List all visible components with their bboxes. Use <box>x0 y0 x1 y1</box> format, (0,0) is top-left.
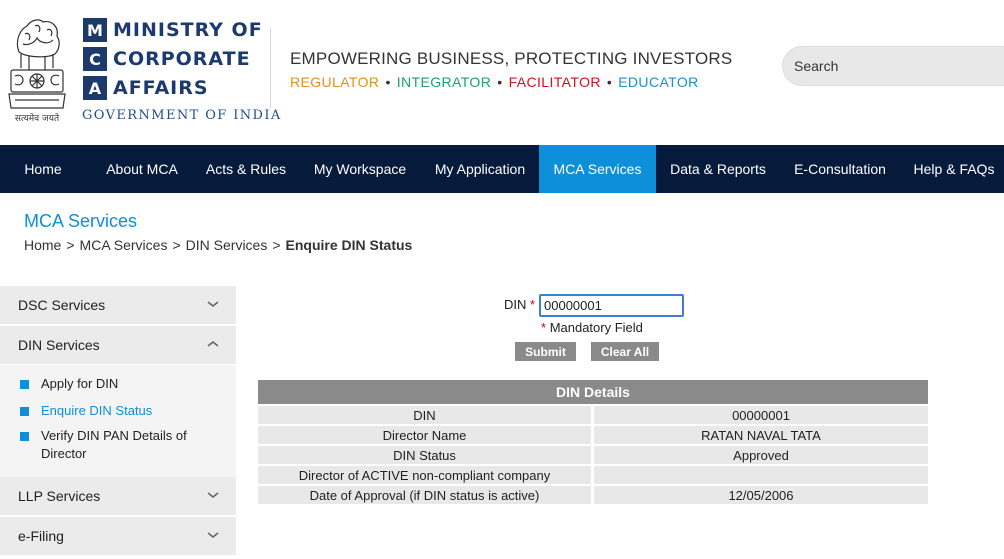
subitem-label: Verify DIN PAN Details of Director <box>41 428 187 461</box>
row-key: Director of ACTIVE non-compliant company <box>258 466 591 484</box>
din-input[interactable] <box>539 294 684 317</box>
nav-item-help-faqs[interactable]: Help & FAQs <box>913 161 995 177</box>
breadcrumb-separator: > <box>272 237 281 253</box>
logo-letter-m: M <box>83 18 107 42</box>
subitem-label: Apply for DIN <box>41 376 119 391</box>
chevron-down-icon <box>206 297 220 311</box>
din-details-heading: DIN Details <box>258 380 928 404</box>
role-educator: EDUCATOR <box>618 74 699 90</box>
sidebar-item-din-services[interactable] <box>0 326 236 364</box>
mca-logo[interactable] <box>83 18 263 105</box>
row-key: Director Name <box>258 426 591 444</box>
nav-item-e-consultation[interactable]: E-Consultation <box>794 161 886 177</box>
row-key: DIN <box>258 406 591 424</box>
sidebar-subitem-verify-din-pan[interactable] <box>20 427 200 463</box>
sidebar-item-llp-services[interactable] <box>0 477 236 515</box>
logo-row-ministry <box>83 18 263 42</box>
sidebar-item-e-filing[interactable] <box>0 517 236 555</box>
logo-word-corporate: CORPORATE <box>113 48 251 70</box>
logo-row-corporate <box>83 47 263 71</box>
breadcrumb-din-services[interactable]: DIN Services <box>185 237 268 253</box>
breadcrumb <box>24 237 412 253</box>
breadcrumb-current: Enquire DIN Status <box>285 237 413 253</box>
breadcrumb-home[interactable]: Home <box>24 237 62 253</box>
chevron-down-icon <box>206 528 220 542</box>
logo-letter-c: C <box>83 47 107 71</box>
row-value: 12/05/2006 <box>594 486 928 504</box>
role-integrator: INTEGRATOR <box>396 74 492 90</box>
din-services-submenu <box>0 365 236 477</box>
tagline: EMPOWERING BUSINESS, PROTECTING INVESTORS <box>290 49 733 68</box>
breadcrumb-mca-services[interactable]: MCA Services <box>79 237 168 253</box>
sidebar-item-label: DIN Services <box>18 337 100 353</box>
nav-item-acts-rules[interactable]: Acts & Rules <box>205 161 287 177</box>
table-row <box>258 464 928 484</box>
required-marker: * <box>541 320 547 335</box>
row-value: 00000001 <box>594 406 928 424</box>
nav-item-my-workspace[interactable]: My Workspace <box>313 161 407 177</box>
clear-all-button[interactable]: Clear All <box>591 342 659 361</box>
role-separator: • <box>606 74 613 90</box>
bullet-icon <box>20 432 29 441</box>
din-label <box>504 297 535 312</box>
table-row <box>258 424 928 444</box>
role-separator: • <box>497 74 503 90</box>
sidebar-item-label: LLP Services <box>18 488 101 504</box>
chevron-up-icon <box>206 337 220 351</box>
mandatory-field-note <box>541 320 643 335</box>
breadcrumb-separator: > <box>66 237 75 253</box>
nav-item-mca-services[interactable]: MCA Services <box>539 145 656 193</box>
role-list <box>290 74 699 90</box>
bullet-icon <box>20 407 29 416</box>
role-facilitator: FACILITATOR <box>508 74 601 90</box>
search-input[interactable] <box>782 46 1004 86</box>
sidebar-item-label: e-Filing <box>18 528 64 544</box>
bullet-icon <box>20 380 29 389</box>
header-divider <box>270 28 271 108</box>
breadcrumb-separator: > <box>172 237 181 253</box>
din-label-text: DIN <box>504 297 527 312</box>
din-details-table <box>258 380 928 504</box>
government-of-india-text: GOVERNMENT OF INDIA <box>82 108 282 123</box>
table-row <box>258 484 928 504</box>
nav-item-my-application[interactable]: My Application <box>434 161 526 177</box>
role-separator: • <box>385 74 391 90</box>
row-key: Date of Approval (if DIN status is active) <box>258 486 591 504</box>
national-emblem-icon <box>5 12 70 124</box>
sidebar-item-label: DSC Services <box>18 297 106 313</box>
sidebar-item-dsc-services[interactable] <box>0 286 236 324</box>
submit-button[interactable]: Submit <box>515 342 576 361</box>
row-key: DIN Status <box>258 446 591 464</box>
page-title: MCA Services <box>24 211 138 231</box>
logo-word-affairs: AFFAIRS <box>113 77 209 99</box>
table-row <box>258 444 928 464</box>
nav-item-home[interactable]: Home <box>24 161 62 177</box>
main-nav <box>0 145 1004 193</box>
row-value <box>594 466 928 484</box>
sidebar-subitem-apply-for-din[interactable] <box>20 375 118 393</box>
logo-word-ministry: MINISTRY OF <box>113 19 263 41</box>
table-row <box>258 404 928 424</box>
row-value: Approved <box>594 446 928 464</box>
role-regulator: REGULATOR <box>290 74 380 90</box>
nav-item-about-mca[interactable]: About MCA <box>106 161 178 177</box>
site-header <box>0 0 1004 145</box>
required-marker: * <box>530 297 536 312</box>
logo-letter-a: A <box>83 76 107 100</box>
subitem-label: Enquire DIN Status <box>41 403 153 418</box>
mandatory-field-text: Mandatory Field <box>549 320 643 335</box>
nav-item-data-reports[interactable]: Data & Reports <box>670 161 766 177</box>
sidebar-subitem-enquire-din-status[interactable] <box>20 402 152 420</box>
logo-row-affairs <box>83 76 263 100</box>
emblem-caption: सत्यमेव जयते <box>14 114 60 124</box>
chevron-down-icon <box>206 488 220 502</box>
row-value: RATAN NAVAL TATA <box>594 426 928 444</box>
